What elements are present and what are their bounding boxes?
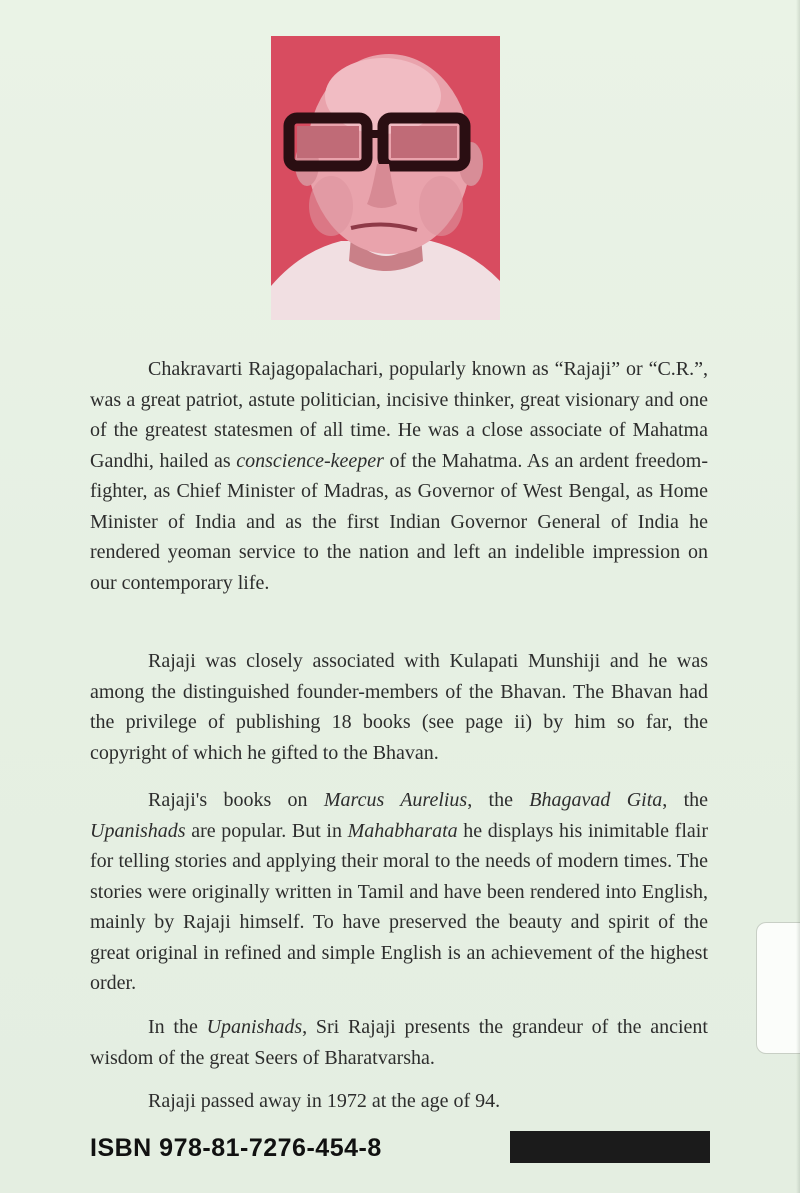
text-run: , the [467,789,530,811]
text-run: of the Mahatma. As an ardent freedom-fighter, as Chief Minister of Madras, as Governor of West Bengal, as Home Minister of India and as the first Indian Governor General of India he rendered yeoman service to the nation and left an indelible impression on our contemporary life. [90,449,708,594]
text-run: Rajaji's books on [148,789,324,811]
paragraph-biography [90,354,708,598]
text-run: In the [148,1016,207,1038]
paragraph-books [90,785,708,999]
portrait-photo-icon [271,36,500,320]
italic-text: conscience-keeper [236,449,384,472]
paragraph-death [90,1086,708,1117]
italic-text: Upanishads [206,1016,303,1038]
text-run: are popular. But in [185,819,348,842]
paragraph-upanishads [90,1012,708,1073]
paragraph-bhavan [90,646,708,768]
text-run: Chakravarti Rajagopalachari, popularly known as “Rajaji” or “C.R.”, was a great patriot, astute politician, incisive thinker, great visionary and one of the greatest statesmen of all time. He was a close associate of Mahatma Gandhi, hailed as [90,358,708,472]
italic-text: Bhagavad Gita [529,789,663,811]
author-portrait [271,36,500,320]
italic-text: Upanishads [90,819,186,842]
page-tab-marker [756,922,800,1054]
page-edge-shadow [796,0,800,1193]
price-sticker [510,1131,710,1163]
isbn-number: ISBN 978-81-7276-454-8 [90,1134,382,1162]
text-run: , the [662,789,708,811]
text-run: , Sri Rajaji presents the grandeur of the ancient wisdom of the great Seers of Bharatvarsha. [90,1016,708,1069]
italic-text: Marcus Aurelius [323,789,468,811]
text-run: Rajaji was closely associated with Kulapati Munshiji and he was among the distinguished founder-members of the Bhavan. The Bhavan had the privilege of publishing 18 books (see page ii) by him so far, the copyright of which he gifted to the Bhavan. [90,650,708,764]
italic-text: Mahabharata [347,819,458,842]
text-run: Rajaji passed away in 1972 at the age of 94. [148,1090,501,1112]
text-run: he displays his inimitable flair for telling stories and applying their moral to the needs of modern times. The stories were originally written in Tamil and have been rendered into English, mainly by Rajaji himself. To have preserved the beauty and spirit of the great original in refined and simple English is an achievement of the highest order. [90,819,708,994]
